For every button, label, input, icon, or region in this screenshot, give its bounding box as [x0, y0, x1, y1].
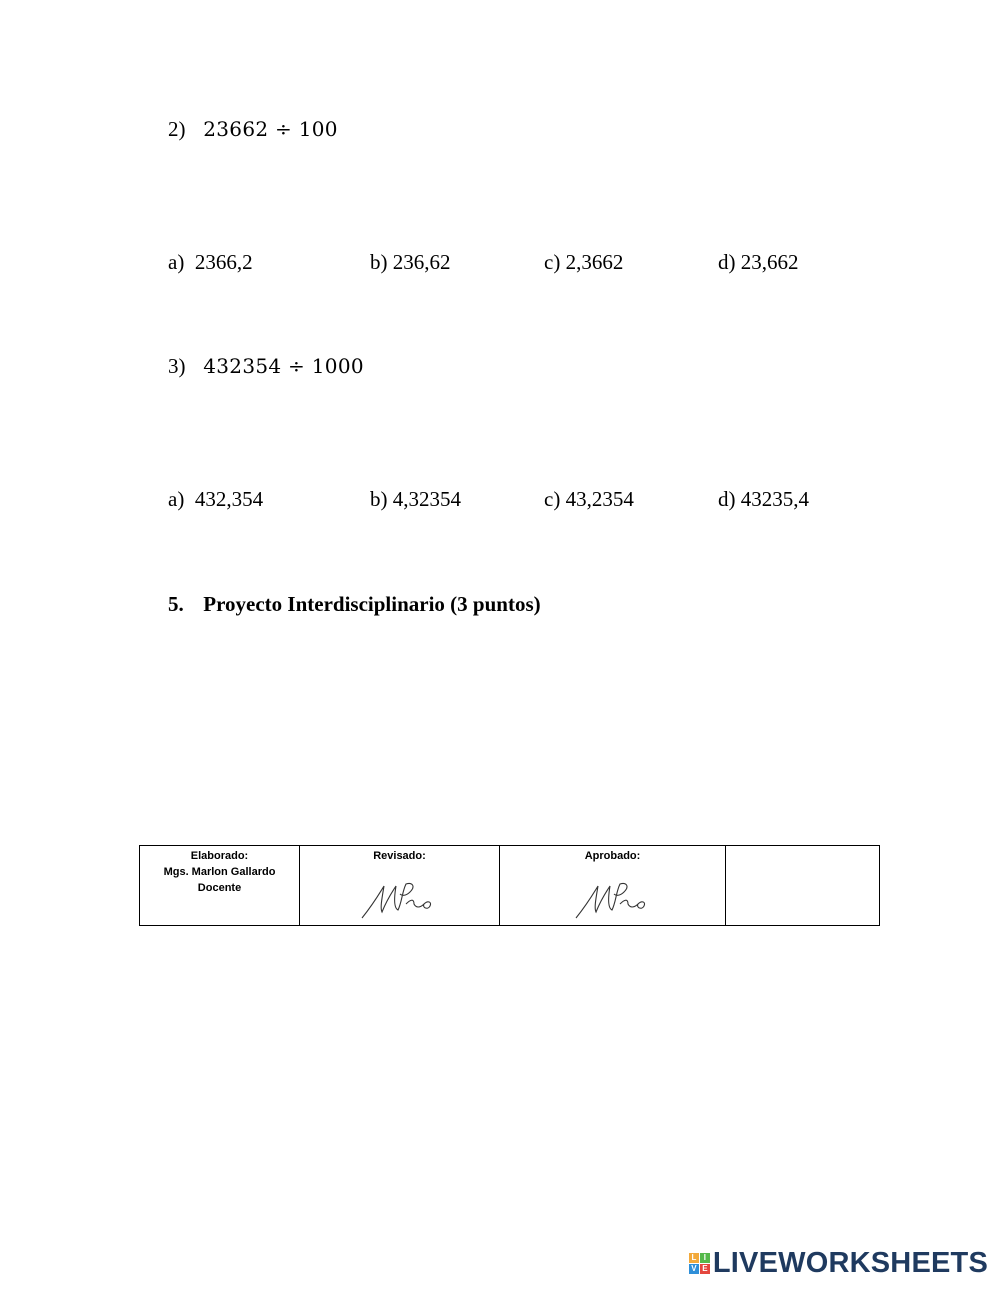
- option-b[interactable]: [370, 250, 451, 275]
- option-d[interactable]: [718, 250, 799, 275]
- revisado-signature: [358, 878, 440, 922]
- option-b[interactable]: [370, 487, 461, 512]
- logo-block: V: [689, 1264, 699, 1274]
- question-expression: 432354 ÷ 1000: [203, 354, 364, 378]
- option-c[interactable]: [544, 250, 623, 275]
- logo-block: I: [700, 1253, 710, 1263]
- option-value: 4,32354: [392, 487, 461, 511]
- option-letter: a): [168, 487, 185, 511]
- revisado-cell: [299, 846, 499, 925]
- option-value: 432,354: [194, 487, 264, 511]
- option-value: 43235,4: [740, 487, 809, 511]
- option-c[interactable]: [544, 487, 634, 512]
- question-number: 2): [168, 117, 186, 141]
- option-a[interactable]: [168, 250, 253, 275]
- option-value: 236,62: [392, 250, 451, 274]
- elaborado-cell: [140, 846, 299, 925]
- revisado-label: Revisado:: [373, 850, 426, 862]
- empty-cell: [725, 846, 879, 925]
- option-value: 2366,2: [194, 250, 253, 274]
- liveworksheets-logo[interactable]: [689, 1248, 988, 1278]
- logo-block: E: [700, 1264, 710, 1274]
- option-letter: c): [544, 487, 561, 511]
- option-a[interactable]: [168, 487, 263, 512]
- option-value: 43,2354: [565, 487, 634, 511]
- signature-table: [139, 845, 880, 926]
- logo-blocks-icon: [689, 1253, 710, 1274]
- option-value: 23,662: [740, 250, 799, 274]
- option-letter: b): [370, 487, 388, 511]
- logo-block: L: [689, 1253, 699, 1263]
- elaborado-label: Elaborado:: [190, 850, 249, 862]
- question-2: [168, 117, 338, 142]
- elaborado-role: Docente: [197, 882, 242, 894]
- section-heading: [168, 592, 541, 617]
- elaborado-name: Mgs. Marlon Gallardo: [163, 866, 276, 878]
- section-title: Proyecto Interdisciplinario (3 puntos): [203, 592, 541, 616]
- option-d[interactable]: [718, 487, 809, 512]
- question-3: [168, 354, 364, 379]
- option-letter: d): [718, 487, 736, 511]
- aprobado-signature: [572, 878, 654, 922]
- section-number: 5.: [168, 592, 184, 616]
- aprobado-cell: [499, 846, 725, 925]
- option-letter: c): [544, 250, 561, 274]
- question-expression: 23662 ÷ 100: [203, 117, 338, 141]
- option-letter: d): [718, 250, 736, 274]
- aprobado-label: Aprobado:: [584, 850, 641, 862]
- option-letter: b): [370, 250, 388, 274]
- option-letter: a): [168, 250, 185, 274]
- question-number: 3): [168, 354, 186, 378]
- logo-text: LIVEWORKSHEETS: [712, 1247, 988, 1279]
- option-value: 2,3662: [565, 250, 624, 274]
